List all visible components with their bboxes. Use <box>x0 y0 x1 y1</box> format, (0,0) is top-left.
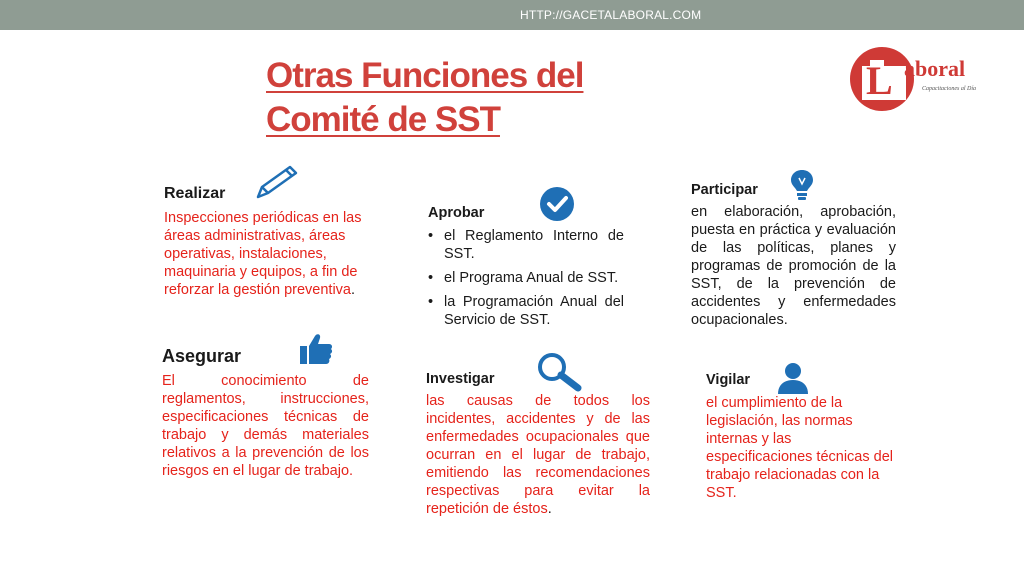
aprobar-item: • el Programa Anual de SST. <box>428 269 624 287</box>
vigilar-text: el cumplimiento de la legislación, las normas internas y las especificaciones técnicas del trabajo relacionadas con la SST. <box>706 395 893 501</box>
website-url: HTTP://GACETALABORAL.COM <box>520 8 702 22</box>
logo-name: aboral <box>904 56 966 81</box>
aprobar-block <box>428 205 624 335</box>
logo-letter: L <box>866 58 893 103</box>
vigilar-heading: Vigilar <box>706 372 751 388</box>
realizar-body: Inspecciones periódicas en las áreas administrativas, áreas operativas, instalaciones, maquinaria y equipos, a fin de reforzar la gestión preventiva <box>164 210 362 298</box>
investigar-body: las causas de todos los incidentes, accidentes y de las enfermedades ocupacionales que ocurran en el lugar de trabajo, emitiendo las recomendaciones respectivas para evitar la repetición de éstos <box>426 393 650 517</box>
title-line-2: Comité de SST <box>266 100 500 139</box>
participar-text: en elaboración, aprobación, puesta en práctica y evaluación de las políticas, planes y programas de promoción de la SST, de la prevención de accidentes y enfermedades ocupacionales. <box>691 204 896 328</box>
asegurar-block <box>162 346 369 480</box>
participar-block <box>691 182 896 329</box>
realizar-text <box>164 209 368 299</box>
user-icon <box>776 361 810 395</box>
investigar-heading: Investigar <box>426 371 495 387</box>
asegurar-heading: Asegurar <box>162 346 242 366</box>
aprobar-item: • la Programación Anual del Servicio de SST. <box>428 293 624 329</box>
investigar-text <box>426 392 650 518</box>
aprobar-item: • el Reglamento Interno de SST. <box>428 227 624 263</box>
aprobar-list <box>428 227 624 329</box>
pencil-icon <box>250 163 300 203</box>
page-title <box>266 54 583 142</box>
investigar-period: . <box>547 501 552 517</box>
asegurar-text: El conocimiento de reglamentos, instrucciones, especificaciones técnicas de trabajo y demás materiales relativos a la prevención de los riesgos en el lugar de trabajo. <box>162 373 369 479</box>
top-bar <box>0 0 1024 30</box>
magnifier-icon <box>534 350 586 392</box>
thumbs-up-icon <box>298 332 334 366</box>
title-line-1: Otras Funciones del <box>266 56 584 95</box>
realizar-heading: Realizar <box>164 185 226 202</box>
lightbulb-icon <box>789 168 815 204</box>
aprobar-heading: Aprobar <box>428 205 485 221</box>
realizar-period: . <box>351 282 356 298</box>
check-circle-icon <box>539 186 575 222</box>
investigar-block <box>426 371 650 518</box>
logo-tagline: Capacitaciones al Día <box>922 86 976 92</box>
laboral-logo <box>848 44 988 114</box>
participar-heading: Participar <box>691 182 758 198</box>
